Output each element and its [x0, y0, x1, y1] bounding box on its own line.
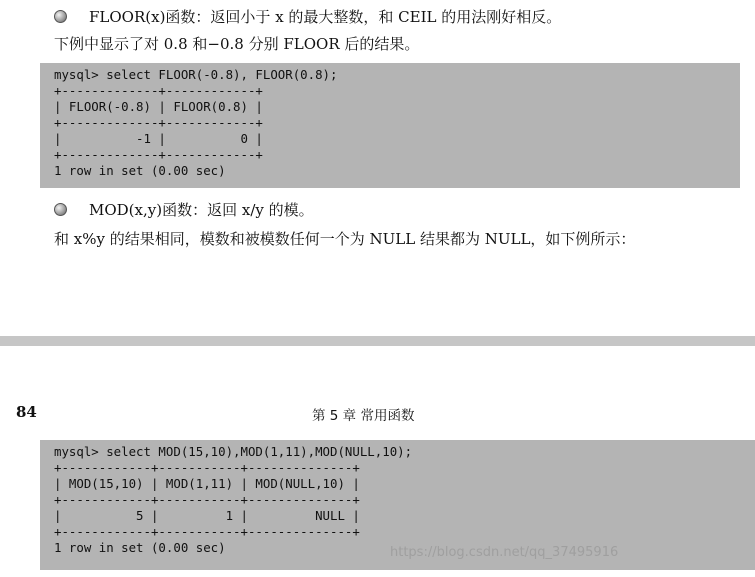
code-line: | FLOOR(-0.8) | FLOOR(0.8) | — [54, 99, 263, 114]
mod-heading-text: MOD(x,y)函数：返回 x/y 的模。 — [89, 200, 314, 219]
code-line: +-------------+------------+ — [54, 83, 263, 98]
code-line: 1 row in set (0.00 sec) — [54, 163, 226, 178]
code-line: | -1 | 0 | — [54, 131, 263, 146]
code-line: +-------------+------------+ — [54, 115, 263, 130]
code-line: mysql> select MOD(15,10),MOD(1,11),MOD(NULL,10); — [54, 444, 413, 459]
mod-description: 和 x%y 的结果相同，模数和被模数任何一个为 NULL 结果都为 NULL，如下例所示： — [54, 230, 636, 248]
floor-heading-text: FLOOR(x)函数：返回小于 x 的最大整数，和 CEIL 的用法刚好相反。 — [89, 7, 562, 26]
page-number: 84 — [16, 403, 37, 421]
code-line: | 5 | 1 | NULL | — [54, 508, 360, 523]
code-line: mysql> select FLOOR(-0.8), FLOOR(0.8); — [54, 67, 338, 82]
mod-heading — [54, 197, 314, 221]
code-line: +------------+-----------+--------------+ — [54, 524, 360, 539]
code-line: | MOD(15,10) | MOD(1,11) | MOD(NULL,10) | — [54, 476, 360, 491]
chapter-header: 第 5 章 常用函数 — [312, 408, 415, 424]
code-line: +------------+-----------+--------------+ — [54, 492, 360, 507]
floor-description: 下例中显示了对 0.8 和−0.8 分别 FLOOR 后的结果。 — [54, 35, 420, 53]
code-line: +------------+-----------+--------------+ — [54, 460, 360, 475]
floor-heading — [54, 4, 561, 28]
bullet-icon — [54, 203, 67, 216]
code-line: +-------------+------------+ — [54, 147, 263, 162]
watermark-text: https://blog.csdn.net/qq_37495916 — [390, 545, 619, 560]
floor-code-block — [40, 63, 740, 188]
bullet-icon — [54, 10, 67, 23]
code-line: 1 row in set (0.00 sec) — [54, 540, 226, 555]
page-separator — [0, 336, 755, 346]
